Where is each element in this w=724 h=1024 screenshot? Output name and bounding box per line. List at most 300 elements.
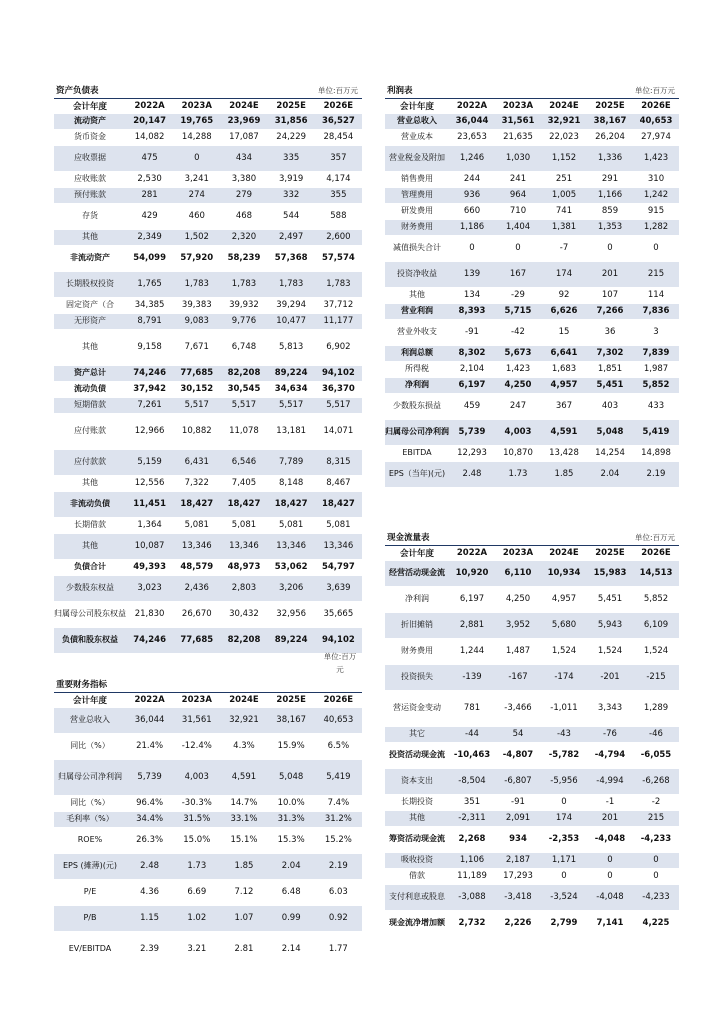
cell-value: -2 [633, 794, 679, 810]
cell-value: 2,091 [495, 810, 541, 826]
cell-value: 107 [587, 287, 633, 303]
cell-value: 74,246 [126, 365, 173, 381]
cell-value: 7.4% [315, 795, 362, 811]
cell-value: 3,206 [268, 575, 315, 601]
cell-value: 2.48 [126, 853, 173, 879]
cell-value: 1,783 [173, 271, 220, 297]
cell-value: 31,561 [495, 113, 541, 129]
cell-value: 8,393 [449, 303, 495, 319]
cell-value: 1,765 [126, 271, 173, 297]
table-row [54, 559, 362, 575]
row-label: 筹资活动现金流 [385, 826, 449, 852]
cell-value: 5,739 [126, 759, 173, 795]
row-label: 应付款款 [54, 449, 126, 475]
row-label: 营业总收入 [54, 707, 126, 733]
cell-value: 281 [126, 187, 173, 203]
row-label: 研发费用 [385, 203, 449, 219]
table-row [385, 690, 679, 726]
cell-value: 5,739 [449, 419, 495, 445]
cell-value: 5,517 [315, 397, 362, 413]
cell-value: -29 [495, 287, 541, 303]
cell-value: 11,078 [220, 413, 267, 449]
row-label: 毛利率（%） [54, 811, 126, 827]
row-label: P/B [54, 905, 126, 931]
cell-value: 167 [495, 261, 541, 287]
cell-value: 14,288 [173, 129, 220, 145]
cell-value: -4,048 [587, 884, 633, 910]
cell-value: 26,204 [587, 129, 633, 145]
table-row [54, 203, 362, 229]
cell-value: 14,071 [315, 413, 362, 449]
cell-value: 13,346 [268, 533, 315, 559]
table-row [54, 733, 362, 759]
cell-value: 54,099 [126, 245, 173, 271]
cell-value: 1,005 [541, 187, 587, 203]
cell-value: -76 [587, 726, 633, 742]
table-row [385, 171, 679, 187]
table-row [54, 811, 362, 827]
cell-value: 9,776 [220, 313, 267, 329]
cell-value: 5,852 [633, 586, 679, 612]
table-row [385, 287, 679, 303]
cell-value: 1,404 [495, 219, 541, 235]
table-row [385, 235, 679, 261]
cell-value: 7,405 [220, 475, 267, 491]
cell-value: 6,546 [220, 449, 267, 475]
table-row [385, 319, 679, 345]
table-row [385, 560, 679, 586]
cell-value: 5,048 [268, 759, 315, 795]
cell-value: 2,732 [449, 910, 495, 936]
cell-value: 6.03 [315, 879, 362, 905]
cell-value: 1.85 [220, 853, 267, 879]
cash-flow-unit: 单位:百万元 [634, 533, 675, 542]
cell-value: -43 [541, 726, 587, 742]
cell-value: 367 [541, 393, 587, 419]
table-row [54, 627, 362, 653]
cell-value: 31.3% [268, 811, 315, 827]
cell-value: -91 [495, 794, 541, 810]
table-row [385, 638, 679, 664]
cell-value: 11,177 [315, 313, 362, 329]
cell-value: 5,517 [220, 397, 267, 413]
table-row [54, 905, 362, 931]
cell-value: 89,224 [268, 365, 315, 381]
row-label: 应收票据 [54, 145, 126, 171]
cell-value: 5,451 [587, 377, 633, 393]
cell-value: 5,852 [633, 377, 679, 393]
cell-value: 2,799 [541, 910, 587, 936]
row-label: EPS (摊薄)(元) [54, 853, 126, 879]
row-label: 其他 [54, 329, 126, 365]
column-header-year: 2026E [633, 99, 679, 113]
income-statement-grid [385, 99, 679, 488]
cell-value: 4,250 [495, 377, 541, 393]
cell-value: 33.1% [220, 811, 267, 827]
cell-value: -6,807 [495, 768, 541, 794]
cell-value: 28,454 [315, 129, 362, 145]
row-label: 归属母公司净利润 [54, 759, 126, 795]
cell-value: 15,983 [587, 560, 633, 586]
cell-value: 1,851 [587, 361, 633, 377]
key-metrics-unit: 单位:百万元 [323, 652, 357, 674]
cell-value: 4,250 [495, 586, 541, 612]
cell-value: 1.07 [220, 905, 267, 931]
cell-value: 21.4% [126, 733, 173, 759]
cell-value: 20,147 [126, 113, 173, 129]
cell-value: 781 [449, 690, 495, 726]
row-label: 吸收投资 [385, 852, 449, 868]
cell-value: 215 [633, 261, 679, 287]
table-row [54, 533, 362, 559]
column-header-year: 2024E [541, 546, 587, 560]
cell-value: 30,152 [173, 381, 220, 397]
cell-value: 54,797 [315, 559, 362, 575]
row-label: 归属母公司净利润 [385, 419, 449, 445]
cell-value: -4,048 [587, 826, 633, 852]
row-label: 同比（%） [54, 733, 126, 759]
table-row [54, 879, 362, 905]
cell-value: 2.04 [268, 853, 315, 879]
cell-value: 5,081 [315, 517, 362, 533]
row-label: 营业成本 [385, 129, 449, 145]
key-metrics-title-bar [54, 652, 362, 693]
cell-value: 0 [633, 868, 679, 884]
table-row [54, 449, 362, 475]
cell-value: 31.2% [315, 811, 362, 827]
table-row [385, 419, 679, 445]
table-row [385, 377, 679, 393]
table-row [385, 726, 679, 742]
row-label: 营运资金变动 [385, 690, 449, 726]
key-metrics-header-row [54, 693, 362, 707]
cell-value: 4,174 [315, 171, 362, 187]
cell-value: 36,044 [126, 707, 173, 733]
cell-value: 6,626 [541, 303, 587, 319]
cell-value: 4,591 [541, 419, 587, 445]
row-label: 净利润 [385, 377, 449, 393]
cell-value: 10,934 [541, 560, 587, 586]
cell-value: 0 [449, 235, 495, 261]
cell-value: 10,870 [495, 445, 541, 461]
cell-value: 5,081 [268, 517, 315, 533]
cell-value: 433 [633, 393, 679, 419]
cell-value: -3,418 [495, 884, 541, 910]
cell-value: 1,030 [495, 145, 541, 171]
cell-value: 92 [541, 287, 587, 303]
table-row [385, 612, 679, 638]
cell-value: 19,765 [173, 113, 220, 129]
table-row [385, 303, 679, 319]
cell-value: -3,524 [541, 884, 587, 910]
cell-value: 49,393 [126, 559, 173, 575]
cell-value: 5,451 [587, 586, 633, 612]
cell-value: 10,920 [449, 560, 495, 586]
cell-value: -6,268 [633, 768, 679, 794]
cell-value: -3,088 [449, 884, 495, 910]
row-label: 营业利润 [385, 303, 449, 319]
cell-value: 1,289 [633, 690, 679, 726]
income-statement-title-bar [385, 84, 679, 99]
cell-value: 139 [449, 261, 495, 287]
cell-value: 8,791 [126, 313, 173, 329]
cell-value: -4,807 [495, 742, 541, 768]
cell-value: 48,973 [220, 559, 267, 575]
cell-value: 3 [633, 319, 679, 345]
cell-value: 17,293 [495, 868, 541, 884]
cell-value: 3,343 [587, 690, 633, 726]
balance-sheet-grid [54, 99, 362, 654]
cell-value: 32,921 [220, 707, 267, 733]
cell-value: 7,789 [268, 449, 315, 475]
table-row [385, 768, 679, 794]
cell-value: 544 [268, 203, 315, 229]
row-label: 预付账款 [54, 187, 126, 203]
cell-value: 357 [315, 145, 362, 171]
cell-value: 54 [495, 726, 541, 742]
cell-value: 10,477 [268, 313, 315, 329]
cell-value: 1,381 [541, 219, 587, 235]
income-statement-header-row [385, 99, 679, 113]
table-row [54, 171, 362, 187]
cell-value: 0 [587, 852, 633, 868]
cell-value: 201 [587, 810, 633, 826]
cell-value: 10.0% [268, 795, 315, 811]
cell-value: -30.3% [173, 795, 220, 811]
cell-value: 34.4% [126, 811, 173, 827]
cell-value: 1.02 [173, 905, 220, 931]
row-label: 流动资产 [54, 113, 126, 129]
table-row [54, 129, 362, 145]
row-label: 负债合计 [54, 559, 126, 575]
table-row [54, 297, 362, 313]
column-header-year: 2023A [495, 99, 541, 113]
cell-value: 13,346 [220, 533, 267, 559]
cell-value: 4,591 [220, 759, 267, 795]
cell-value: 32,921 [541, 113, 587, 129]
cash-flow-grid [385, 546, 679, 937]
cell-value: 37,942 [126, 381, 173, 397]
cell-value: 15.2% [315, 827, 362, 853]
table-row [385, 261, 679, 287]
cell-value: 94,102 [315, 365, 362, 381]
table-row [54, 381, 362, 397]
row-label: EPS（当年)(元) [385, 461, 449, 487]
cell-value: 1.85 [541, 461, 587, 487]
row-label: 非流动资产 [54, 245, 126, 271]
table-row [54, 245, 362, 271]
cell-value: -3,466 [495, 690, 541, 726]
key-metrics-body [54, 693, 362, 967]
balance-sheet-header-row [54, 99, 362, 113]
cell-value: 26.3% [126, 827, 173, 853]
table-row [54, 229, 362, 245]
cell-value: 403 [587, 393, 633, 419]
cell-value: 13,428 [541, 445, 587, 461]
column-header-year: 2022A [126, 693, 173, 707]
cell-value: 2,268 [449, 826, 495, 852]
cell-value: 1,353 [587, 219, 633, 235]
cell-value: 36,044 [449, 113, 495, 129]
cell-value: 35,665 [315, 601, 362, 627]
table-row [385, 794, 679, 810]
table-row [54, 853, 362, 879]
table-row [385, 664, 679, 690]
cell-value: 32,956 [268, 601, 315, 627]
row-label: 长期投资 [385, 794, 449, 810]
cell-value: 36 [587, 319, 633, 345]
cell-value: 11,189 [449, 868, 495, 884]
cell-value: 1,242 [633, 187, 679, 203]
cell-value: 3.21 [173, 931, 220, 967]
table-row [54, 931, 362, 967]
cell-value: 1,244 [449, 638, 495, 664]
cell-value: 12,293 [449, 445, 495, 461]
cell-value: 14.7% [220, 795, 267, 811]
cell-value: 1,987 [633, 361, 679, 377]
cell-value: 1,186 [449, 219, 495, 235]
cell-value: -5,956 [541, 768, 587, 794]
cell-value: 12,966 [126, 413, 173, 449]
table-row [54, 795, 362, 811]
table-row [385, 742, 679, 768]
key-metrics-grid [54, 693, 362, 968]
cell-value: 37,712 [315, 297, 362, 313]
cell-value: 0.92 [315, 905, 362, 931]
cell-value: 201 [587, 261, 633, 287]
cell-value: -201 [587, 664, 633, 690]
table-row [385, 910, 679, 936]
column-header-year: 2025E [268, 693, 315, 707]
cell-value: 48,579 [173, 559, 220, 575]
cell-value: 5,673 [495, 345, 541, 361]
cell-value: 5,680 [541, 612, 587, 638]
cell-value: -2,311 [449, 810, 495, 826]
cell-value: 14,898 [633, 445, 679, 461]
cell-value: 39,383 [173, 297, 220, 313]
cell-value: 1,364 [126, 517, 173, 533]
table-row [385, 884, 679, 910]
cell-value: 434 [220, 145, 267, 171]
cell-value: 5,419 [633, 419, 679, 445]
cell-value: 1,423 [495, 361, 541, 377]
cell-value: 8,148 [268, 475, 315, 491]
cell-value: 936 [449, 187, 495, 203]
column-header-year: 2024E [220, 693, 267, 707]
table-row [54, 329, 362, 365]
column-header-year: 2024E [220, 99, 267, 113]
cell-value: 7,839 [633, 345, 679, 361]
cell-value: 57,368 [268, 245, 315, 271]
cell-value: 741 [541, 203, 587, 219]
cell-value: 0.99 [268, 905, 315, 931]
cell-value: -174 [541, 664, 587, 690]
cell-value: 7,671 [173, 329, 220, 365]
cell-value: 17,087 [220, 129, 267, 145]
cell-value: 660 [449, 203, 495, 219]
cell-value: 5,081 [220, 517, 267, 533]
row-label: 少数股东损益 [385, 393, 449, 419]
cell-value: 5,159 [126, 449, 173, 475]
column-header-year: 2022A [449, 99, 495, 113]
cell-value: 1,282 [633, 219, 679, 235]
row-label: 营业税金及附加 [385, 145, 449, 171]
row-label: 财务费用 [385, 219, 449, 235]
cell-value: 21,830 [126, 601, 173, 627]
cell-value: 8,315 [315, 449, 362, 475]
row-label: 营业总收入 [385, 113, 449, 129]
cell-value: 0 [173, 145, 220, 171]
row-label: 货币资金 [54, 129, 126, 145]
cell-value: 15.0% [173, 827, 220, 853]
table-row [54, 707, 362, 733]
table-row [385, 219, 679, 235]
column-header-label: 会计年度 [385, 99, 449, 113]
cell-value: 5,943 [587, 612, 633, 638]
cell-value: 3,380 [220, 171, 267, 187]
cash-flow-body [385, 546, 679, 936]
cell-value: 1,487 [495, 638, 541, 664]
cell-value: 30,545 [220, 381, 267, 397]
cell-value: 710 [495, 203, 541, 219]
income-statement-title: 利润表 [387, 86, 413, 96]
cell-value: 57,574 [315, 245, 362, 271]
row-label: 应收账款 [54, 171, 126, 187]
row-label: 支付利息或股息 [385, 884, 449, 910]
cell-value: 58,239 [220, 245, 267, 271]
table-row [385, 393, 679, 419]
row-label: 其它 [385, 726, 449, 742]
cell-value: 74,246 [126, 627, 173, 653]
cell-value: 4,957 [541, 377, 587, 393]
cell-value: 2,600 [315, 229, 362, 245]
table-row [54, 575, 362, 601]
column-header-year: 2023A [173, 693, 220, 707]
cell-value: 3,952 [495, 612, 541, 638]
cell-value: 2.04 [587, 461, 633, 487]
cell-value: 4.36 [126, 879, 173, 905]
table-row [385, 826, 679, 852]
cell-value: 4.3% [220, 733, 267, 759]
cell-value: 241 [495, 171, 541, 187]
row-label: 其他 [54, 475, 126, 491]
cell-value: -167 [495, 664, 541, 690]
cell-value: 40,653 [315, 707, 362, 733]
cell-value: 2,187 [495, 852, 541, 868]
cell-value: 82,208 [220, 627, 267, 653]
cell-value: -5,782 [541, 742, 587, 768]
cell-value: -7 [541, 235, 587, 261]
cell-value: -8,504 [449, 768, 495, 794]
cell-value: 4,225 [633, 910, 679, 936]
cell-value: 10,087 [126, 533, 173, 559]
cell-value: 34,634 [268, 381, 315, 397]
cell-value: 23,653 [449, 129, 495, 145]
row-label: 折旧摊销 [385, 612, 449, 638]
cell-value: 475 [126, 145, 173, 171]
cell-value: 94,102 [315, 627, 362, 653]
cell-value: 10,882 [173, 413, 220, 449]
cell-value: 1,783 [220, 271, 267, 297]
table-row [54, 365, 362, 381]
row-label: 其他 [54, 229, 126, 245]
row-label: 利润总额 [385, 345, 449, 361]
cell-value: 14,513 [633, 560, 679, 586]
cell-value: 0 [587, 235, 633, 261]
row-label: 借款 [385, 868, 449, 884]
cell-value: 1.15 [126, 905, 173, 931]
cell-value: 1,683 [541, 361, 587, 377]
